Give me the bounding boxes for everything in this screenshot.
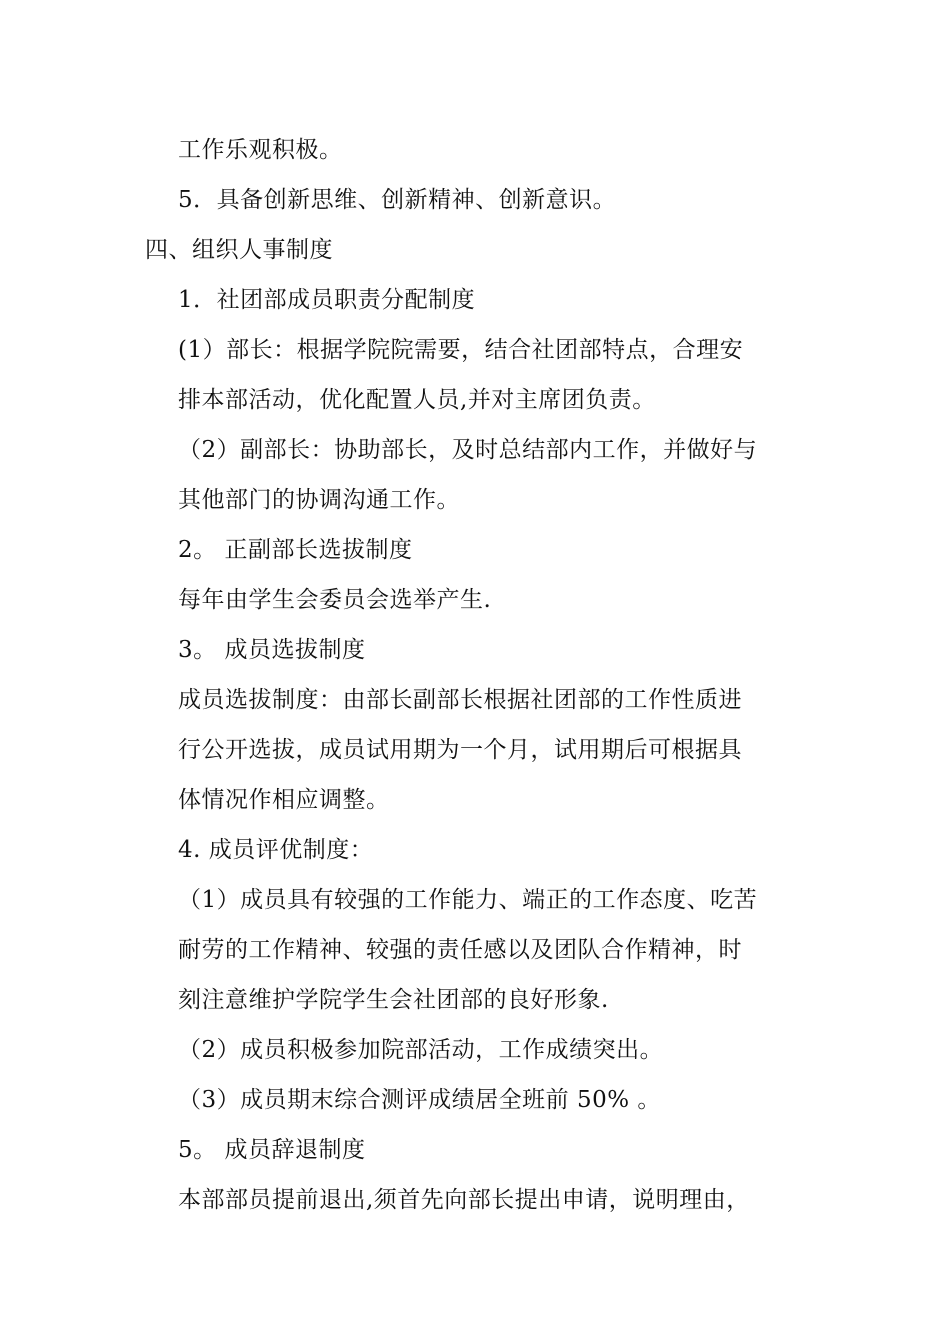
text-line: 本部部员提前退出,须首先向部长提出申请，说明理由， [178,1187,750,1213]
text-line: （2）成员积极参加院部活动，工作成绩突出。 [178,1037,664,1063]
text-line: (1）部长：根据学院院需要，结合社团部特点，合理安 [178,337,744,363]
text-line: （3）成员期末综合测评成绩居全班前 50% 。 [178,1087,661,1113]
subsection-title: 3。 成员选拔制度 [178,637,366,663]
subsection-title: 1．社团部成员职责分配制度 [178,287,476,313]
text-line: 排本部活动，优化配置人员,并对主席团负责。 [178,387,656,413]
list-item-5: 5．具备创新思维、创新精神、创新意识。 [178,187,617,213]
text-line: 耐劳的工作精神、较强的责任感以及团队合作精神，时 [178,937,742,963]
text-line: （1）成员具有较强的工作能力、端正的工作态度、吃苦 [178,887,758,913]
text-line: 成员选拔制度：由部长副部长根据社团部的工作性质进 [178,687,742,713]
text-line: （2）副部长：协助部长，及时总结部内工作，并做好与 [178,437,758,463]
text-line: 体情况作相应调整。 [178,787,390,813]
text-line: 行公开选拔，成员试用期为一个月，试用期后可根据具 [178,737,742,763]
subsection-title: 5。 成员辞退制度 [178,1137,366,1163]
section-heading: 四、组织人事制度 [145,237,333,263]
subsection-title: 4. 成员评优制度： [178,837,374,863]
text-line: 每年由学生会委员会选举产生. [178,587,492,613]
text-line: 刻注意维护学院学生会社团部的良好形象. [178,987,609,1013]
text-line: 工作乐观积极。 [178,137,343,163]
text-line: 其他部门的协调沟通工作。 [178,487,460,513]
subsection-title: 2。 正副部长选拔制度 [178,537,413,563]
